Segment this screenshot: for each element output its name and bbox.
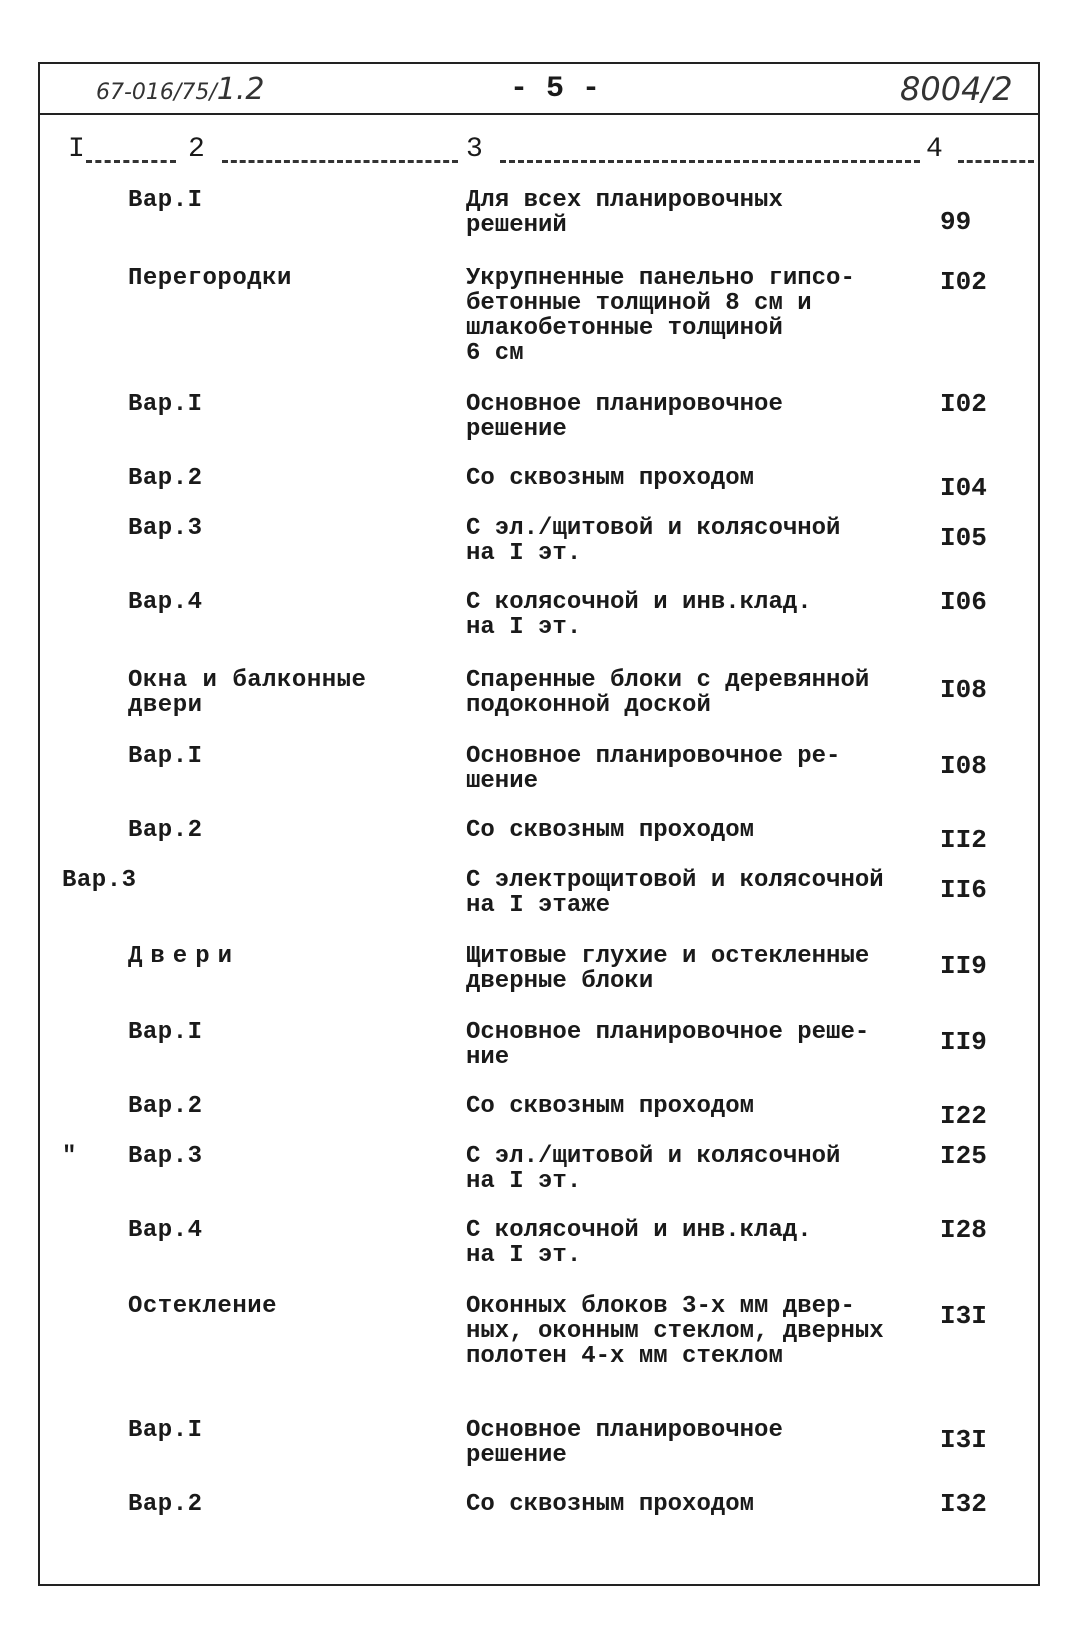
section-label: Вар.I xyxy=(128,391,203,418)
header-dash xyxy=(86,160,176,163)
sheet-number: 8004/2 xyxy=(900,70,1013,108)
description: Для всех планировочных решений xyxy=(466,187,783,239)
section-label: Вар.4 xyxy=(128,1217,203,1244)
description: С эл./щитовой и колясочной на I эт. xyxy=(466,515,841,567)
section-label: Вар.I xyxy=(128,743,203,770)
description: Спаренные блоки с деревянной подоконной доской xyxy=(466,667,870,719)
description: С эл./щитовой и колясочной на I эт. xyxy=(466,1143,841,1195)
description: С колясочной и инв.клад. на I эт. xyxy=(466,1217,812,1269)
description: Щитовые глухие и остекленные дверные блоки xyxy=(466,943,870,995)
page-reference: I08 xyxy=(940,675,987,705)
column-header-row xyxy=(38,134,1040,174)
page-reference: II2 xyxy=(940,825,987,855)
page-reference: I3I xyxy=(940,1425,987,1455)
section-label: Двери xyxy=(128,943,241,970)
description: Основное планировочное реше- ние xyxy=(466,1019,870,1071)
description: Со сквозным проходом xyxy=(466,817,755,844)
description: Укрупненные панельно гипсо- бетонные толщиной 8 см и шлакобетонные толщиной 6 см xyxy=(466,265,855,367)
section-label: Перегородки xyxy=(128,265,292,292)
section-label: Вар.2 xyxy=(128,1093,203,1120)
description: Со сквозным проходом xyxy=(466,1093,755,1120)
column-header-1: I xyxy=(68,134,85,165)
page-reference: I05 xyxy=(940,523,987,553)
section-label: Вар.3 xyxy=(128,515,203,542)
description: Основное планировочное решение xyxy=(466,391,783,443)
page-reference: I28 xyxy=(940,1215,987,1245)
page-reference: I02 xyxy=(940,267,987,297)
section-label: Окна и балконные двери xyxy=(128,667,367,719)
description: Оконных блоков 3-х мм двер- ных, оконным стеклом, дверных полотен 4-х мм стеклом xyxy=(466,1293,884,1370)
page-reference: 99 xyxy=(940,207,972,237)
header-dash xyxy=(500,160,920,163)
description: С электрощитовой и колясочной на I этаже xyxy=(466,867,884,919)
page-reference: I08 xyxy=(940,751,987,781)
section-label: Вар.I xyxy=(128,1417,203,1444)
page-reference: I22 xyxy=(940,1101,987,1131)
section-label: Вар.2 xyxy=(128,1491,203,1518)
description: Со сквозным проходом xyxy=(466,1491,755,1518)
section-label: Вар.I xyxy=(128,1019,203,1046)
page-reference: I06 xyxy=(940,587,987,617)
page-reference: I02 xyxy=(940,389,987,419)
column-header-3: 3 xyxy=(466,134,483,165)
description: Основное планировочное решение xyxy=(466,1417,783,1469)
section-label: Вар.I xyxy=(128,187,203,214)
section-label: Вар.3 xyxy=(128,1143,203,1170)
page-reference: II9 xyxy=(940,1027,987,1057)
page-number: - 5 - xyxy=(510,72,601,106)
section-label: Вар.4 xyxy=(128,589,203,616)
header-dash xyxy=(222,160,458,163)
section-label: Вар.3 xyxy=(62,867,137,894)
page-reference: II6 xyxy=(940,875,987,905)
description: Со сквозным проходом xyxy=(466,465,755,492)
ditto-mark: " xyxy=(62,1143,77,1170)
page-reference: I04 xyxy=(940,473,987,503)
page-reference: I25 xyxy=(940,1141,987,1171)
page-reference: II9 xyxy=(940,951,987,981)
description: С колясочной и инв.клад. на I эт. xyxy=(466,589,812,641)
header-dash xyxy=(958,160,1034,163)
section-label: Вар.2 xyxy=(128,465,203,492)
column-header-4: 4 xyxy=(926,134,943,165)
header-divider xyxy=(38,113,1040,115)
section-label: Остекление xyxy=(128,1293,278,1320)
section-label: Вар.2 xyxy=(128,817,203,844)
page-reference: I32 xyxy=(940,1489,987,1519)
page-reference: I3I xyxy=(940,1301,987,1331)
column-header-2: 2 xyxy=(188,134,205,165)
document-code: 67-016/75/1.2 xyxy=(96,72,265,107)
description: Основное планировочное ре- шение xyxy=(466,743,841,795)
